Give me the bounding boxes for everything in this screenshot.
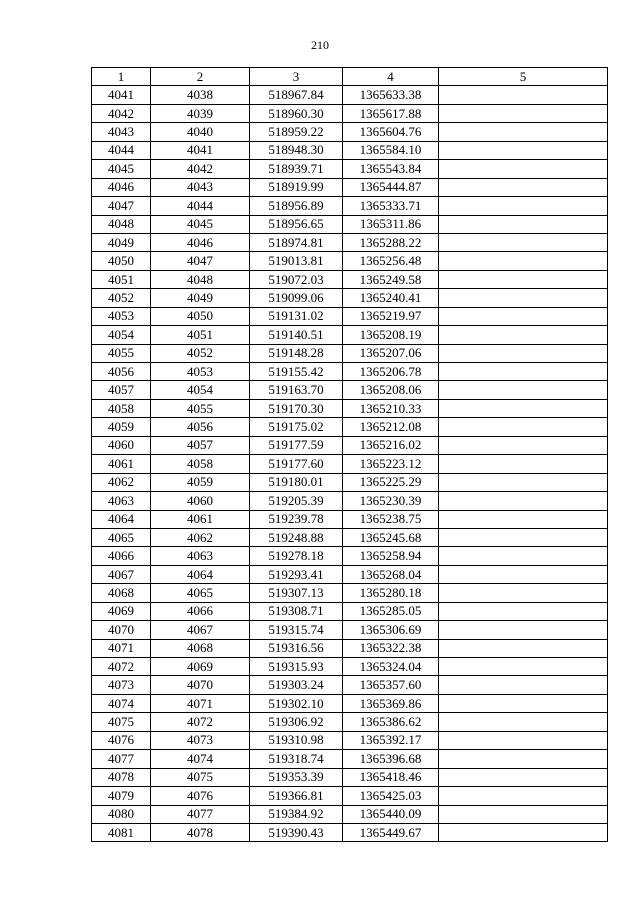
- table-cell-col-4: 1365369.86: [343, 694, 439, 712]
- table-row: [92, 676, 608, 694]
- table-cell-col-1: 4050: [92, 252, 151, 270]
- table-cell-col-1: 4041: [92, 86, 151, 104]
- table-cell-col-4: 1365256.48: [343, 252, 439, 270]
- table-cell-col-1: 4064: [92, 510, 151, 528]
- table-cell-col-3: 519310.98: [250, 731, 343, 749]
- table-cell-col-2: 4071: [151, 694, 250, 712]
- table-cell-col-4: 1365258.94: [343, 547, 439, 565]
- table-cell-col-3: 518956.65: [250, 215, 343, 233]
- table-cell-col-1: 4080: [92, 805, 151, 823]
- table-cell-col-5: [439, 676, 608, 694]
- table-cell-col-4: 1365386.62: [343, 713, 439, 731]
- table-cell-col-3: 519353.39: [250, 768, 343, 786]
- table-cell-col-1: 4051: [92, 270, 151, 288]
- table-cell-col-5: [439, 104, 608, 122]
- table-row: [92, 197, 608, 215]
- table-row: [92, 510, 608, 528]
- page-number: 210: [311, 38, 329, 52]
- table-cell-col-3: 519175.02: [250, 418, 343, 436]
- table-cell-col-2: 4055: [151, 399, 250, 417]
- table-cell-col-3: 519177.60: [250, 455, 343, 473]
- table-cell-col-4: 1365219.97: [343, 307, 439, 325]
- table-row: [92, 731, 608, 749]
- table-cell-col-4: 1365216.02: [343, 436, 439, 454]
- table-cell-col-4: 1365208.06: [343, 381, 439, 399]
- table-cell-col-5: [439, 787, 608, 805]
- table-cell-col-5: [439, 492, 608, 510]
- column-header-4: 4: [343, 68, 439, 86]
- table-cell-col-3: 518960.30: [250, 104, 343, 122]
- table-row: [92, 713, 608, 731]
- table-cell-col-1: 4053: [92, 307, 151, 325]
- table-row: [92, 418, 608, 436]
- table-cell-col-2: 4046: [151, 233, 250, 251]
- table-row: [92, 492, 608, 510]
- table-cell-col-2: 4076: [151, 787, 250, 805]
- table-cell-col-3: 519099.06: [250, 289, 343, 307]
- table-cell-col-2: 4057: [151, 436, 250, 454]
- table-cell-col-2: 4050: [151, 307, 250, 325]
- table-body: [92, 68, 608, 842]
- table-cell-col-3: 519239.78: [250, 510, 343, 528]
- table-cell-col-4: 1365288.22: [343, 233, 439, 251]
- table-cell-col-3: 519318.74: [250, 750, 343, 768]
- table-row: [92, 823, 608, 841]
- table-cell-col-3: 519278.18: [250, 547, 343, 565]
- table-cell-col-3: 519148.28: [250, 344, 343, 362]
- table-cell-col-4: 1365212.08: [343, 418, 439, 436]
- table-cell-col-5: [439, 436, 608, 454]
- table-cell-col-3: 519155.42: [250, 363, 343, 381]
- table-cell-col-1: 4081: [92, 823, 151, 841]
- table-cell-col-5: [439, 547, 608, 565]
- table-row: [92, 455, 608, 473]
- table-cell-col-4: 1365207.06: [343, 344, 439, 362]
- table-cell-col-5: [439, 694, 608, 712]
- table-cell-col-5: [439, 455, 608, 473]
- table-cell-col-3: 519293.41: [250, 565, 343, 583]
- table-row: [92, 289, 608, 307]
- table-cell-col-1: 4070: [92, 621, 151, 639]
- table-cell-col-1: 4060: [92, 436, 151, 454]
- table-row: [92, 270, 608, 288]
- table-row: [92, 547, 608, 565]
- table-cell-col-3: 519163.70: [250, 381, 343, 399]
- table-cell-col-2: 4059: [151, 473, 250, 491]
- table-cell-col-3: 519180.01: [250, 473, 343, 491]
- column-header-3: 3: [250, 68, 343, 86]
- table-cell-col-4: 1365324.04: [343, 658, 439, 676]
- table-row: [92, 86, 608, 104]
- table-cell-col-2: 4041: [151, 141, 250, 159]
- table-cell-col-3: 518939.71: [250, 160, 343, 178]
- table-cell-col-2: 4056: [151, 418, 250, 436]
- table-row: [92, 621, 608, 639]
- table-cell-col-2: 4058: [151, 455, 250, 473]
- table-cell-col-1: 4079: [92, 787, 151, 805]
- table-cell-col-5: [439, 363, 608, 381]
- table-cell-col-1: 4065: [92, 528, 151, 546]
- table-cell-col-1: 4054: [92, 326, 151, 344]
- table-cell-col-2: 4060: [151, 492, 250, 510]
- table-row: [92, 123, 608, 141]
- table-cell-col-5: [439, 160, 608, 178]
- table-cell-col-5: [439, 270, 608, 288]
- table-cell-col-5: [439, 621, 608, 639]
- table-cell-col-5: [439, 233, 608, 251]
- table-cell-col-5: [439, 823, 608, 841]
- table-cell-col-2: 4048: [151, 270, 250, 288]
- table-cell-col-3: 518974.81: [250, 233, 343, 251]
- table-cell-col-5: [439, 123, 608, 141]
- coordinates-table: [91, 67, 608, 842]
- table-cell-col-1: 4069: [92, 602, 151, 620]
- table-cell-col-5: [439, 86, 608, 104]
- table-cell-col-1: 4048: [92, 215, 151, 233]
- table-cell-col-2: 4052: [151, 344, 250, 362]
- table-cell-col-3: 519315.74: [250, 621, 343, 639]
- table-cell-col-5: [439, 528, 608, 546]
- table-row: [92, 528, 608, 546]
- table-cell-col-2: 4067: [151, 621, 250, 639]
- table-cell-col-2: 4062: [151, 528, 250, 546]
- table-cell-col-4: 1365322.38: [343, 639, 439, 657]
- table-cell-col-4: 1365604.76: [343, 123, 439, 141]
- table-cell-col-3: 519140.51: [250, 326, 343, 344]
- table-cell-col-5: [439, 602, 608, 620]
- table-row: [92, 787, 608, 805]
- table-cell-col-5: [439, 658, 608, 676]
- table-cell-col-3: 519307.13: [250, 584, 343, 602]
- table-cell-col-2: 4068: [151, 639, 250, 657]
- table-cell-col-5: [439, 344, 608, 362]
- table-row: [92, 104, 608, 122]
- table-cell-col-2: 4049: [151, 289, 250, 307]
- table-cell-col-4: 1365208.19: [343, 326, 439, 344]
- table-cell-col-1: 4043: [92, 123, 151, 141]
- table-cell-col-5: [439, 178, 608, 196]
- table-cell-col-5: [439, 584, 608, 602]
- table-cell-col-3: 518956.89: [250, 197, 343, 215]
- table-cell-col-4: 1365444.87: [343, 178, 439, 196]
- table-cell-col-4: 1365240.41: [343, 289, 439, 307]
- table-cell-col-1: 4047: [92, 197, 151, 215]
- table-cell-col-3: 519072.03: [250, 270, 343, 288]
- table-row: [92, 768, 608, 786]
- table-row: [92, 252, 608, 270]
- table-cell-col-5: [439, 326, 608, 344]
- table-cell-col-2: 4045: [151, 215, 250, 233]
- table-row: [92, 436, 608, 454]
- table-cell-col-2: 4073: [151, 731, 250, 749]
- table-row: [92, 215, 608, 233]
- table-cell-col-4: 1365357.60: [343, 676, 439, 694]
- table-cell-col-2: 4054: [151, 381, 250, 399]
- table-cell-col-2: 4039: [151, 104, 250, 122]
- table-header-row: [92, 68, 608, 86]
- table-cell-col-5: [439, 399, 608, 417]
- table-cell-col-3: 519248.88: [250, 528, 343, 546]
- table-row: [92, 141, 608, 159]
- table-cell-col-5: [439, 713, 608, 731]
- table-cell-col-1: 4076: [92, 731, 151, 749]
- table-cell-col-4: 1365306.69: [343, 621, 439, 639]
- table-cell-col-5: [439, 141, 608, 159]
- table-cell-col-4: 1365543.84: [343, 160, 439, 178]
- table-cell-col-4: 1365449.67: [343, 823, 439, 841]
- table-cell-col-4: 1365633.38: [343, 86, 439, 104]
- table-cell-col-4: 1365440.09: [343, 805, 439, 823]
- table-cell-col-1: 4052: [92, 289, 151, 307]
- table-cell-col-5: [439, 381, 608, 399]
- table-cell-col-4: 1365285.05: [343, 602, 439, 620]
- table-cell-col-4: 1365396.68: [343, 750, 439, 768]
- table-cell-col-2: 4051: [151, 326, 250, 344]
- table-cell-col-4: 1365268.04: [343, 565, 439, 583]
- table-cell-col-3: 519177.59: [250, 436, 343, 454]
- table-row: [92, 639, 608, 657]
- table-cell-col-5: [439, 473, 608, 491]
- table-cell-col-3: 519316.56: [250, 639, 343, 657]
- table-cell-col-4: 1365311.86: [343, 215, 439, 233]
- table-cell-col-5: [439, 768, 608, 786]
- table-cell-col-1: 4063: [92, 492, 151, 510]
- table-cell-col-4: 1365238.75: [343, 510, 439, 528]
- table-cell-col-1: 4068: [92, 584, 151, 602]
- table-cell-col-2: 4074: [151, 750, 250, 768]
- table-cell-col-4: 1365280.18: [343, 584, 439, 602]
- table-cell-col-4: 1365617.88: [343, 104, 439, 122]
- table-cell-col-1: 4066: [92, 547, 151, 565]
- column-header-1: 1: [92, 68, 151, 86]
- table-cell-col-1: 4061: [92, 455, 151, 473]
- table-cell-col-3: 519205.39: [250, 492, 343, 510]
- table-cell-col-1: 4059: [92, 418, 151, 436]
- table-cell-col-2: 4042: [151, 160, 250, 178]
- table-cell-col-1: 4058: [92, 399, 151, 417]
- table-cell-col-3: 519308.71: [250, 602, 343, 620]
- table-row: [92, 178, 608, 196]
- table-row: [92, 750, 608, 768]
- table-cell-col-3: 518919.99: [250, 178, 343, 196]
- table-cell-col-1: 4078: [92, 768, 151, 786]
- table-cell-col-2: 4047: [151, 252, 250, 270]
- table-row: [92, 326, 608, 344]
- table-cell-col-3: 519170.30: [250, 399, 343, 417]
- table-cell-col-3: 519131.02: [250, 307, 343, 325]
- table-cell-col-2: 4069: [151, 658, 250, 676]
- table-cell-col-1: 4074: [92, 694, 151, 712]
- table-cell-col-2: 4064: [151, 565, 250, 583]
- table-cell-col-1: 4042: [92, 104, 151, 122]
- table-cell-col-3: 518948.30: [250, 141, 343, 159]
- table-cell-col-4: 1365225.29: [343, 473, 439, 491]
- table-row: [92, 307, 608, 325]
- table-cell-col-4: 1365206.78: [343, 363, 439, 381]
- table-row: [92, 694, 608, 712]
- table-cell-col-2: 4077: [151, 805, 250, 823]
- table-cell-col-1: 4062: [92, 473, 151, 491]
- table-cell-col-2: 4075: [151, 768, 250, 786]
- table-cell-col-4: 1365425.03: [343, 787, 439, 805]
- table-row: [92, 473, 608, 491]
- table-row: [92, 399, 608, 417]
- table-row: [92, 381, 608, 399]
- table-cell-col-3: 519306.92: [250, 713, 343, 731]
- table-row: [92, 363, 608, 381]
- table-row: [92, 805, 608, 823]
- table-cell-col-4: 1365584.10: [343, 141, 439, 159]
- table-cell-col-2: 4053: [151, 363, 250, 381]
- table-cell-col-3: 519315.93: [250, 658, 343, 676]
- table-cell-col-5: [439, 197, 608, 215]
- table-cell-col-1: 4044: [92, 141, 151, 159]
- table-cell-col-4: 1365392.17: [343, 731, 439, 749]
- table-cell-col-1: 4056: [92, 363, 151, 381]
- table-row: [92, 602, 608, 620]
- table-cell-col-4: 1365230.39: [343, 492, 439, 510]
- table-row: [92, 565, 608, 583]
- table-cell-col-1: 4072: [92, 658, 151, 676]
- table-cell-col-1: 4073: [92, 676, 151, 694]
- table-cell-col-4: 1365249.58: [343, 270, 439, 288]
- table-cell-col-2: 4040: [151, 123, 250, 141]
- table-cell-col-1: 4057: [92, 381, 151, 399]
- table-cell-col-4: 1365223.12: [343, 455, 439, 473]
- table-cell-col-3: 519390.43: [250, 823, 343, 841]
- table-cell-col-1: 4075: [92, 713, 151, 731]
- table-cell-col-4: 1365333.71: [343, 197, 439, 215]
- table-cell-col-3: 518959.22: [250, 123, 343, 141]
- table-cell-col-2: 4063: [151, 547, 250, 565]
- table-cell-col-2: 4070: [151, 676, 250, 694]
- table-cell-col-1: 4071: [92, 639, 151, 657]
- table-cell-col-4: 1365210.33: [343, 399, 439, 417]
- table-cell-col-2: 4038: [151, 86, 250, 104]
- table-cell-col-2: 4043: [151, 178, 250, 196]
- table-cell-col-5: [439, 307, 608, 325]
- table-cell-col-3: 518967.84: [250, 86, 343, 104]
- table-cell-col-1: 4049: [92, 233, 151, 251]
- table-row: [92, 658, 608, 676]
- table-cell-col-1: 4046: [92, 178, 151, 196]
- table-cell-col-1: 4045: [92, 160, 151, 178]
- table-row: [92, 344, 608, 362]
- table-cell-col-4: 1365245.68: [343, 528, 439, 546]
- table-cell-col-5: [439, 639, 608, 657]
- table-row: [92, 233, 608, 251]
- table-cell-col-5: [439, 750, 608, 768]
- column-header-2: 2: [151, 68, 250, 86]
- table-row: [92, 584, 608, 602]
- table-cell-col-5: [439, 289, 608, 307]
- table-cell-col-2: 4061: [151, 510, 250, 528]
- table-cell-col-3: 519013.81: [250, 252, 343, 270]
- table-cell-col-1: 4055: [92, 344, 151, 362]
- table-cell-col-2: 4066: [151, 602, 250, 620]
- table-cell-col-5: [439, 252, 608, 270]
- table-cell-col-5: [439, 215, 608, 233]
- table-cell-col-2: 4078: [151, 823, 250, 841]
- table-cell-col-4: 1365418.46: [343, 768, 439, 786]
- table-cell-col-5: [439, 418, 608, 436]
- table-cell-col-3: 519384.92: [250, 805, 343, 823]
- table-cell-col-3: 519303.24: [250, 676, 343, 694]
- table-cell-col-5: [439, 805, 608, 823]
- table-cell-col-2: 4065: [151, 584, 250, 602]
- table-cell-col-5: [439, 565, 608, 583]
- table-row: [92, 160, 608, 178]
- table-cell-col-2: 4044: [151, 197, 250, 215]
- table-cell-col-1: 4077: [92, 750, 151, 768]
- table-cell-col-1: 4067: [92, 565, 151, 583]
- table-cell-col-3: 519302.10: [250, 694, 343, 712]
- table-cell-col-5: [439, 731, 608, 749]
- table-cell-col-5: [439, 510, 608, 528]
- table-cell-col-2: 4072: [151, 713, 250, 731]
- table-cell-col-3: 519366.81: [250, 787, 343, 805]
- column-header-5: 5: [439, 68, 608, 86]
